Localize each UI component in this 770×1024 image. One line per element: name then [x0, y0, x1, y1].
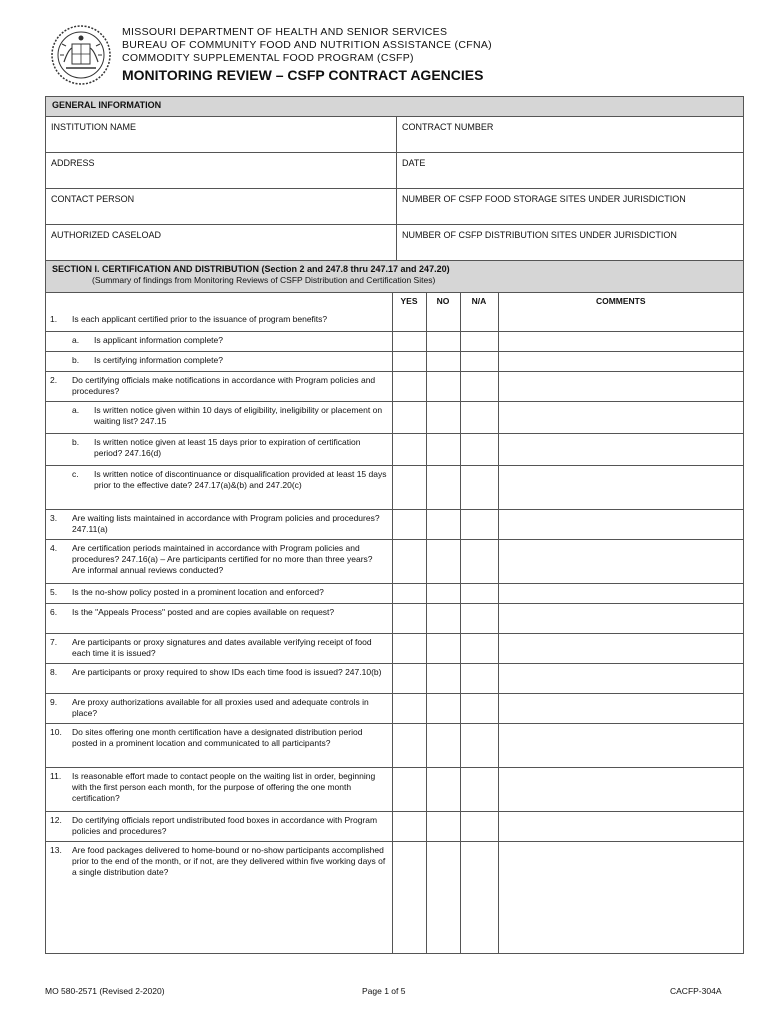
na-cell[interactable]	[460, 509, 498, 539]
question-text: Do certifying officials make notifications in accordance with Program policies and procedures?	[72, 374, 376, 396]
question-text: Do certifying officials report undistributed food boxes in accordance with Program policies and procedures?	[72, 814, 378, 836]
question-number: c.	[72, 468, 79, 479]
na-cell[interactable]	[460, 539, 498, 583]
question-text-cell	[46, 583, 392, 603]
yes-cell[interactable]	[392, 633, 426, 663]
no-cell[interactable]	[426, 351, 460, 371]
question-number: 10.	[50, 726, 62, 737]
question-row	[46, 331, 743, 351]
question-text-cell	[46, 401, 392, 433]
question-row	[46, 583, 743, 603]
question-text: Is written notice given at least 15 days prior to expiration of certification period? 247.16(d)	[94, 436, 361, 458]
question-row	[46, 539, 743, 583]
yes-cell[interactable]	[392, 433, 426, 465]
question-text-cell	[46, 433, 392, 465]
question-text-cell	[46, 767, 392, 811]
comments-cell[interactable]	[498, 633, 743, 663]
na-cell[interactable]	[460, 723, 498, 767]
question-text-cell	[46, 663, 392, 693]
general-info-heading: GENERAL INFORMATION	[46, 97, 743, 117]
question-number: 5.	[50, 586, 58, 597]
comments-cell[interactable]	[498, 767, 743, 811]
general-info-row	[46, 117, 743, 153]
general-info-rows	[46, 117, 743, 261]
page-title: MONITORING REVIEW – CSFP CONTRACT AGENCIES	[122, 67, 484, 83]
no-cell[interactable]	[426, 767, 460, 811]
question-text: Is the no-show policy posted in a prominent location and enforced?	[72, 586, 324, 597]
document-header	[50, 22, 750, 92]
comments-cell[interactable]	[498, 465, 743, 509]
question-row	[46, 693, 743, 723]
comments-cell[interactable]	[498, 693, 743, 723]
na-cell[interactable]	[460, 811, 498, 841]
question-text: Is applicant information complete?	[94, 334, 223, 345]
yes-cell[interactable]	[392, 603, 426, 633]
question-number: b.	[72, 354, 80, 365]
question-text-cell	[46, 633, 392, 663]
general-info-field[interactable]: INSTITUTION NAME	[46, 117, 397, 152]
question-text-cell	[46, 811, 392, 841]
question-text-cell	[46, 723, 392, 767]
bureau-name: BUREAU OF COMMUNITY FOOD AND NUTRITION ASSISTANCE (CFNA)	[122, 39, 492, 51]
question-text: Are food packages delivered to home-bound or no-show participants accomplished prior to the end of the month, or if not, are they delivered within five working days of a single distribution date?	[72, 844, 386, 877]
question-text-cell	[46, 509, 392, 539]
no-cell[interactable]	[426, 465, 460, 509]
question-text-cell	[46, 693, 392, 723]
comments-cell[interactable]	[498, 293, 743, 331]
no-cell[interactable]	[426, 433, 460, 465]
question-number: 12.	[50, 814, 62, 825]
question-number: 4.	[50, 542, 58, 553]
page-number: Page 1 of 5	[362, 986, 406, 996]
question-text: Are certification periods maintained in accordance with Program policies and procedures? 247.16(a) – Are participants certified for no more than three years? Are informal annual reviews conducted?	[72, 542, 373, 575]
yes-cell[interactable]	[392, 663, 426, 693]
yes-cell[interactable]	[392, 401, 426, 433]
question-number: a.	[72, 334, 80, 345]
question-row	[46, 633, 743, 663]
na-cell[interactable]	[460, 603, 498, 633]
question-text-cell	[46, 371, 392, 401]
form-number: MO 580-2571 (Revised 2-2020)	[45, 986, 165, 996]
yes-cell[interactable]	[392, 583, 426, 603]
na-column-header: N/A	[471, 296, 487, 306]
question-text-cell	[46, 465, 392, 509]
general-info-row	[46, 153, 743, 189]
question-row	[46, 509, 743, 539]
comments-cell[interactable]	[498, 811, 743, 841]
no-cell[interactable]	[426, 723, 460, 767]
comments-cell[interactable]	[498, 509, 743, 539]
question-row	[46, 723, 743, 767]
no-column-header: NO	[436, 296, 450, 306]
general-info-field[interactable]: DATE	[402, 158, 426, 168]
na-cell[interactable]	[460, 633, 498, 663]
na-cell[interactable]	[460, 293, 498, 331]
question-number: 7.	[50, 636, 58, 647]
question-number: 2.	[50, 374, 58, 385]
question-row	[46, 371, 743, 401]
question-text-cell	[46, 603, 392, 633]
general-info-field[interactable]: NUMBER OF CSFP DISTRIBUTION SITES UNDER JURISDICTION	[402, 230, 677, 240]
question-number: 8.	[50, 666, 58, 677]
question-text: Are waiting lists maintained in accordance with Program policies and procedures? 247.11(a)	[72, 512, 380, 534]
question-text: Are participants or proxy required to show IDs each time food is issued? 247.10(b)	[72, 666, 382, 677]
question-number: 9.	[50, 696, 58, 707]
monitoring-form	[45, 96, 744, 954]
comments-cell[interactable]	[498, 583, 743, 603]
no-cell[interactable]	[426, 663, 460, 693]
missouri-seal-icon	[50, 24, 112, 86]
na-cell[interactable]	[460, 663, 498, 693]
yes-cell[interactable]	[392, 723, 426, 767]
question-text: Is certifying information complete?	[94, 354, 223, 365]
general-info-field[interactable]: AUTHORIZED CASELOAD	[46, 225, 397, 260]
question-text-cell	[46, 331, 392, 351]
question-text-cell	[46, 539, 392, 583]
no-cell[interactable]	[426, 603, 460, 633]
comments-cell[interactable]	[498, 841, 743, 953]
na-cell[interactable]	[460, 351, 498, 371]
question-text: Is each applicant certified prior to the issuance of program benefits?	[72, 314, 328, 324]
na-cell[interactable]	[460, 401, 498, 433]
na-cell[interactable]	[460, 465, 498, 509]
question-row	[46, 603, 743, 633]
yes-cell[interactable]	[392, 693, 426, 723]
no-cell[interactable]	[426, 371, 460, 401]
na-cell[interactable]	[460, 693, 498, 723]
yes-cell[interactable]	[392, 293, 426, 331]
no-cell[interactable]	[426, 401, 460, 433]
yes-cell[interactable]	[392, 767, 426, 811]
general-info-field[interactable]: CONTRACT NUMBER	[402, 122, 494, 132]
question-row	[46, 767, 743, 811]
question-row	[46, 663, 743, 693]
na-cell[interactable]	[460, 433, 498, 465]
general-info-row	[46, 225, 743, 261]
question-row	[46, 293, 743, 331]
question-row	[46, 465, 743, 509]
general-info-field[interactable]: ADDRESS	[46, 153, 397, 188]
question-number: 3.	[50, 512, 58, 523]
question-row	[46, 811, 743, 841]
question-number: 6.	[50, 606, 58, 617]
yes-cell[interactable]	[392, 351, 426, 371]
yes-cell[interactable]	[392, 841, 426, 953]
yes-cell[interactable]	[392, 811, 426, 841]
no-cell[interactable]	[426, 811, 460, 841]
yes-column-header: YES	[400, 296, 418, 306]
yes-cell[interactable]	[392, 539, 426, 583]
question-row	[46, 351, 743, 371]
question-row	[46, 401, 743, 433]
question-text-cell	[46, 293, 392, 331]
question-text: Is the "Appeals Process" posted and are copies available on request?	[72, 606, 335, 617]
question-text: Is written notice of discontinuance or disqualification provided at least 15 days prior to the effective date? 247.17(a)&(b) and 247.20(c)	[94, 468, 387, 490]
no-cell[interactable]	[426, 633, 460, 663]
questions-table	[46, 293, 743, 953]
question-text-cell	[46, 841, 392, 953]
no-cell[interactable]	[426, 293, 460, 331]
question-row	[46, 433, 743, 465]
section1-heading-band	[46, 261, 743, 293]
section1-heading: SECTION I. CERTIFICATION AND DISTRIBUTION (Section 2 and 247.8 thru 247.17 and 247.20)	[52, 264, 450, 274]
general-info-field[interactable]: NUMBER OF CSFP FOOD STORAGE SITES UNDER JURISDICTION	[402, 194, 686, 204]
yes-cell[interactable]	[392, 371, 426, 401]
section1-subheading: (Summary of findings from Monitoring Reviews of CSFP Distribution and Certification Sites)	[92, 275, 436, 285]
question-number: 13.	[50, 844, 62, 855]
no-cell[interactable]	[426, 583, 460, 603]
comments-cell[interactable]	[498, 351, 743, 371]
question-text: Do sites offering one month certification have a designated distribution period posted in a prominent location and communicated to all participants?	[72, 726, 363, 748]
comments-column-header: COMMENTS	[595, 296, 646, 306]
yes-cell[interactable]	[392, 465, 426, 509]
no-cell[interactable]	[426, 331, 460, 351]
question-text: Is reasonable effort made to contact people on the waiting list in order, beginning with the first person each month, for the purpose of offering the one month certification?	[72, 770, 376, 803]
na-cell[interactable]	[460, 331, 498, 351]
comments-cell[interactable]	[498, 603, 743, 633]
no-cell[interactable]	[426, 841, 460, 953]
comments-cell[interactable]	[498, 401, 743, 433]
form-code: CACFP-304A	[670, 986, 722, 996]
na-cell[interactable]	[460, 583, 498, 603]
comments-cell[interactable]	[498, 371, 743, 401]
na-cell[interactable]	[460, 767, 498, 811]
dept-name: MISSOURI DEPARTMENT OF HEALTH AND SENIOR SERVICES	[122, 26, 448, 38]
question-number: 1.	[50, 314, 58, 324]
question-row	[46, 841, 743, 953]
comments-cell[interactable]	[498, 539, 743, 583]
general-info-field[interactable]: CONTACT PERSON	[46, 189, 397, 224]
question-text: Are participants or proxy signatures and dates available verifying receipt of food each time it is issued?	[72, 636, 372, 658]
na-cell[interactable]	[460, 371, 498, 401]
question-number: b.	[72, 436, 80, 447]
yes-cell[interactable]	[392, 331, 426, 351]
question-text-cell	[46, 351, 392, 371]
no-cell[interactable]	[426, 509, 460, 539]
question-number: a.	[72, 404, 80, 415]
question-text: Are proxy authorizations available for all proxies used and adequate controls in place?	[72, 696, 369, 718]
comments-cell[interactable]	[498, 723, 743, 767]
comments-cell[interactable]	[498, 331, 743, 351]
no-cell[interactable]	[426, 693, 460, 723]
na-cell[interactable]	[460, 841, 498, 953]
program-name: COMMODITY SUPPLEMENTAL FOOD PROGRAM (CSFP)	[122, 52, 414, 64]
general-info-row	[46, 189, 743, 225]
question-number: 11.	[50, 770, 62, 781]
yes-cell[interactable]	[392, 509, 426, 539]
question-text: Is written notice given within 10 days of eligibility, ineligibility or placement on waiting list? 247.15	[94, 404, 383, 426]
comments-cell[interactable]	[498, 663, 743, 693]
comments-cell[interactable]	[498, 433, 743, 465]
no-cell[interactable]	[426, 539, 460, 583]
